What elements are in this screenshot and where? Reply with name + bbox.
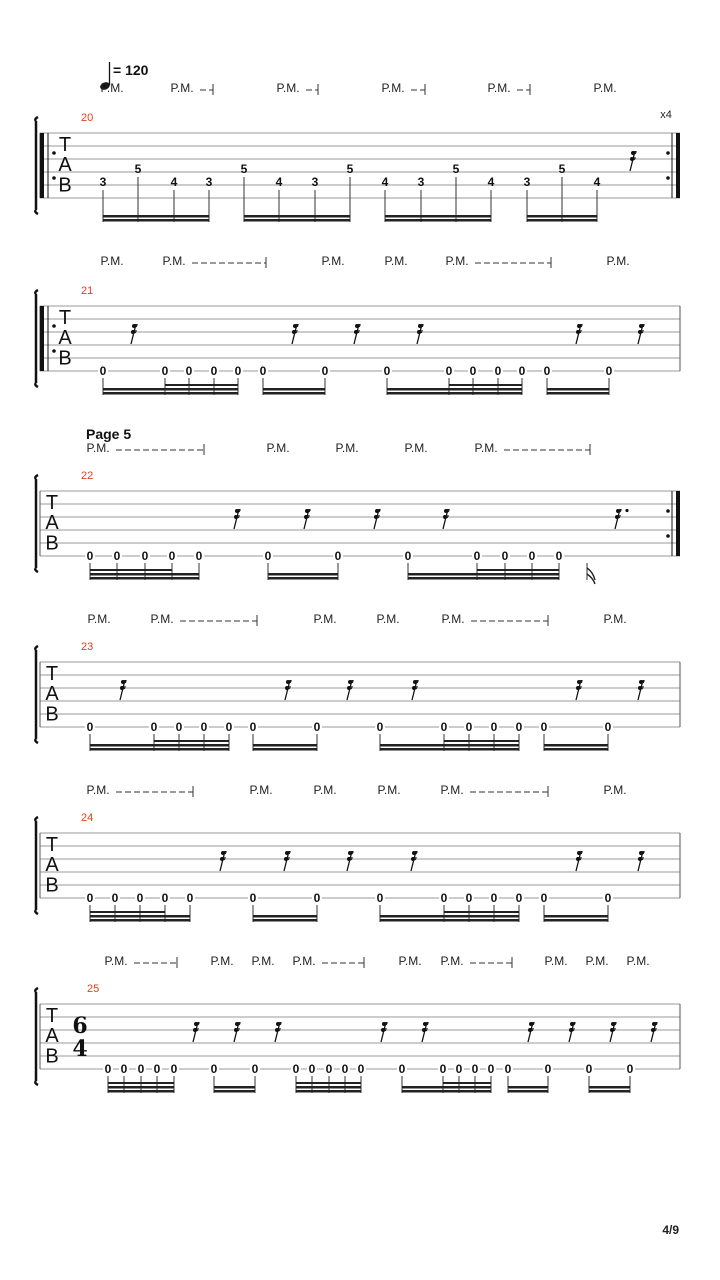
system-bracket: [35, 646, 38, 743]
beam: [544, 744, 608, 747]
palm-mute-label: P.M.: [603, 612, 627, 626]
beam: [402, 1086, 491, 1089]
beam-secondary: [165, 384, 238, 386]
fret-number: 4: [275, 175, 283, 189]
palm-mute-label: P.M.: [398, 954, 422, 968]
sixteenth-rest-icon: [417, 324, 423, 344]
beam: [253, 915, 317, 918]
beam: [387, 388, 522, 391]
palm-mute-label: P.M.: [251, 954, 275, 968]
repeat-dot: [52, 176, 56, 180]
fret-number: 0: [501, 549, 509, 563]
fret-number: 0: [357, 1062, 365, 1076]
palm-mute-label: P.M.: [335, 441, 359, 455]
sixteenth-rest-icon: [651, 1022, 657, 1042]
sixteenth-rest-icon: [576, 851, 582, 871]
fret-number: 0: [234, 364, 242, 378]
time-signature-bottom: 4: [72, 1036, 88, 1062]
sixteenth-rest-icon: [576, 324, 582, 344]
fret-number: 0: [398, 1062, 406, 1076]
sixteenth-rest-icon: [443, 509, 449, 529]
sixteenth-rest-icon: [193, 1022, 199, 1042]
sixteenth-rest-icon: [374, 509, 380, 529]
sixteenth-rest-icon: [285, 680, 291, 700]
measure-number: 24: [81, 812, 94, 824]
fret-number: 0: [249, 720, 257, 734]
beam: [589, 1090, 630, 1093]
fret-number: 0: [504, 1062, 512, 1076]
fret-number: 0: [604, 720, 612, 734]
fret-number: 0: [195, 549, 203, 563]
beam-secondary: [444, 911, 519, 913]
repeat-dot: [666, 509, 670, 513]
fret-number: 5: [558, 162, 566, 176]
sixteenth-rest-icon: [381, 1022, 387, 1042]
fret-number: 3: [311, 175, 319, 189]
fret-number: 0: [383, 364, 391, 378]
fret-number: 0: [264, 549, 272, 563]
fret-number: 0: [259, 364, 267, 378]
beam: [527, 219, 597, 222]
fret-number: 0: [585, 1062, 593, 1076]
palm-mute-label: P.M.: [210, 954, 234, 968]
fret-number: 0: [86, 549, 94, 563]
sixteenth-rest-icon: [347, 680, 353, 700]
beam: [90, 573, 199, 576]
fret-number: 0: [341, 1062, 349, 1076]
palm-mute-label: P.M.: [104, 954, 128, 968]
beam: [103, 388, 238, 391]
system-25: [35, 954, 680, 1093]
sixteenth-rest-icon: [292, 324, 298, 344]
beam: [214, 1090, 255, 1093]
tab-letter: A: [45, 854, 59, 877]
rest-dot: [625, 509, 628, 512]
tab-letter: B: [58, 347, 72, 370]
palm-mute-label: P.M.: [86, 783, 110, 797]
system-20: [35, 81, 680, 222]
beam: [544, 919, 608, 922]
beam: [263, 388, 325, 391]
palm-mute-label: P.M.: [377, 783, 401, 797]
palm-mute-label: P.M.: [249, 783, 273, 797]
fret-number: 4: [381, 175, 389, 189]
beam: [296, 1086, 361, 1089]
beam-secondary: [449, 384, 522, 386]
fret-number: 3: [523, 175, 531, 189]
fret-number: 0: [626, 1062, 634, 1076]
palm-mute-label: P.M.: [487, 81, 511, 95]
sixteenth-rest-icon: [304, 509, 310, 529]
fret-number: 0: [543, 364, 551, 378]
palm-mute-label: P.M.: [321, 254, 345, 268]
palm-mute-label: P.M.: [162, 254, 186, 268]
beam: [387, 392, 522, 395]
fret-number: 0: [175, 720, 183, 734]
tab-letter: T: [45, 663, 59, 685]
fret-number: 0: [555, 549, 563, 563]
palm-mute-label: P.M.: [440, 954, 464, 968]
fret-number: 0: [210, 1062, 218, 1076]
palm-mute-label: P.M.: [100, 254, 124, 268]
fret-number: 3: [205, 175, 213, 189]
fret-number: 0: [249, 891, 257, 905]
sixteenth-rest-icon: [615, 509, 621, 529]
fret-number: 0: [153, 1062, 161, 1076]
repeat-count: x4: [660, 109, 672, 121]
beam: [90, 748, 229, 751]
beam: [268, 577, 338, 580]
palm-mute-label: P.M.: [384, 254, 408, 268]
tab-letter: A: [45, 512, 59, 535]
tab-letter: A: [58, 327, 72, 350]
sixteenth-rest-icon: [610, 1022, 616, 1042]
fret-number: 0: [440, 720, 448, 734]
palm-mute-label: P.M.: [100, 81, 124, 95]
beam: [547, 388, 609, 391]
tab-letter: T: [45, 1005, 59, 1027]
palm-mute-label: P.M.: [313, 612, 337, 626]
system-bracket: [35, 290, 38, 387]
sixteenth-rest-icon: [275, 1022, 281, 1042]
fret-number: 0: [86, 891, 94, 905]
system-24: [35, 783, 680, 922]
measure-number: 25: [87, 983, 100, 995]
note-flag-icon: [587, 568, 595, 584]
fret-number: 3: [417, 175, 425, 189]
system-bracket: [35, 117, 38, 214]
beam: [544, 748, 608, 751]
beam-secondary: [108, 1082, 174, 1084]
beam: [103, 215, 209, 218]
palm-mute-label: P.M.: [87, 612, 111, 626]
fret-number: 0: [170, 1062, 178, 1076]
repeat-dot: [52, 349, 56, 353]
beam: [253, 919, 317, 922]
fret-number: 0: [540, 720, 548, 734]
beam: [508, 1086, 548, 1089]
beam: [253, 748, 317, 751]
tab-letter: T: [45, 834, 59, 856]
fret-number: 0: [141, 549, 149, 563]
sixteenth-rest-icon: [576, 680, 582, 700]
tab-letter: B: [45, 532, 59, 555]
fret-number: 0: [518, 364, 526, 378]
fret-number: 0: [515, 720, 523, 734]
palm-mute-label: P.M.: [376, 612, 400, 626]
sixteenth-rest-icon: [354, 324, 360, 344]
palm-mute-label: P.M.: [474, 441, 498, 455]
fret-number: 0: [104, 1062, 112, 1076]
fret-number: 0: [210, 364, 218, 378]
palm-mute-label: P.M.: [606, 254, 630, 268]
fret-number: 0: [455, 1062, 463, 1076]
fret-number: 0: [150, 720, 158, 734]
fret-number: 5: [240, 162, 248, 176]
palm-mute-label: P.M.: [585, 954, 609, 968]
fret-number: 0: [404, 549, 412, 563]
systems: [35, 81, 680, 1093]
palm-mute-label: P.M.: [626, 954, 650, 968]
time-signature-top: 6: [72, 1013, 88, 1039]
beam: [408, 573, 559, 576]
tab-letter: T: [58, 134, 72, 156]
fret-number: 0: [225, 720, 233, 734]
beam: [268, 573, 338, 576]
beam: [214, 1086, 255, 1089]
fret-number: 4: [593, 175, 601, 189]
beam: [244, 219, 350, 222]
palm-mute-label: P.M.: [150, 612, 174, 626]
beam: [380, 915, 519, 918]
fret-number: 0: [605, 364, 613, 378]
fret-number: 0: [161, 891, 169, 905]
beam: [508, 1090, 548, 1093]
fret-number: 4: [487, 175, 495, 189]
beam: [544, 915, 608, 918]
palm-mute-label: P.M.: [381, 81, 405, 95]
beam: [380, 748, 519, 751]
fret-number: 4: [170, 175, 178, 189]
tempo-label: = 120: [113, 62, 149, 78]
sixteenth-rest-icon: [412, 680, 418, 700]
beam-secondary: [444, 740, 519, 742]
fret-number: 0: [376, 891, 384, 905]
fret-number: 0: [515, 891, 523, 905]
beam-secondary: [154, 740, 229, 742]
beam: [263, 392, 325, 395]
measure-number: 22: [81, 470, 94, 482]
fret-number: 0: [465, 720, 473, 734]
fret-number: 0: [251, 1062, 259, 1076]
system-bracket: [35, 817, 38, 914]
sixteenth-rest-icon: [422, 1022, 428, 1042]
fret-number: 0: [471, 1062, 479, 1076]
sixteenth-rest-icon: [347, 851, 353, 871]
system-21: [35, 254, 680, 395]
tab-letter: A: [45, 683, 59, 706]
beam-secondary: [477, 569, 559, 571]
sixteenth-rest-icon: [220, 851, 226, 871]
palm-mute-label: P.M.: [266, 441, 290, 455]
measure-number: 20: [81, 112, 94, 124]
sixteenth-rest-icon: [630, 151, 636, 171]
tab-letter: T: [45, 492, 59, 514]
palm-mute-label: P.M.: [313, 783, 337, 797]
beam: [380, 744, 519, 747]
fret-number: 0: [440, 891, 448, 905]
fret-number: 0: [313, 891, 321, 905]
fret-number: 0: [313, 720, 321, 734]
page-label: Page 5: [86, 426, 132, 442]
fret-number: 0: [604, 891, 612, 905]
palm-mute-label: P.M.: [86, 441, 110, 455]
beam: [108, 1086, 174, 1089]
beam: [547, 392, 609, 395]
sixteenth-rest-icon: [638, 680, 644, 700]
fret-number: 0: [494, 364, 502, 378]
beam: [90, 919, 190, 922]
fret-number: 0: [325, 1062, 333, 1076]
system-bracket: [35, 988, 38, 1085]
repeat-dot: [666, 534, 670, 538]
beam-secondary: [90, 569, 172, 571]
beam: [589, 1086, 630, 1089]
beam: [244, 215, 350, 218]
palm-mute-label: P.M.: [440, 783, 464, 797]
fret-number: 0: [528, 549, 536, 563]
fret-number: 0: [186, 891, 194, 905]
palm-mute-label: P.M.: [603, 783, 627, 797]
fret-number: 0: [292, 1062, 300, 1076]
fret-number: 0: [120, 1062, 128, 1076]
tab-letter: A: [58, 154, 72, 177]
beam: [103, 392, 238, 395]
beam: [296, 1090, 361, 1093]
fret-number: 0: [490, 891, 498, 905]
repeat-dot: [52, 151, 56, 155]
tab-letter: T: [58, 307, 72, 329]
fret-number: 0: [168, 549, 176, 563]
tab-letter: A: [45, 1025, 59, 1048]
measure-number: 23: [81, 641, 94, 653]
beam: [90, 744, 229, 747]
fret-number: 5: [346, 162, 354, 176]
fret-number: 0: [185, 364, 193, 378]
fret-number: 0: [136, 891, 144, 905]
sixteenth-rest-icon: [120, 680, 126, 700]
sixteenth-rest-icon: [638, 851, 644, 871]
repeat-dot: [666, 176, 670, 180]
beam-secondary: [443, 1082, 491, 1084]
beam: [408, 577, 559, 580]
fret-number: 0: [86, 720, 94, 734]
beam: [385, 215, 491, 218]
fret-number: 5: [134, 162, 142, 176]
beam-secondary: [90, 911, 165, 913]
system-22: [35, 441, 680, 584]
palm-mute-label: P.M.: [170, 81, 194, 95]
beam: [253, 744, 317, 747]
repeat-dot: [666, 151, 670, 155]
fret-number: 0: [113, 549, 121, 563]
sixteenth-rest-icon: [528, 1022, 534, 1042]
page-number: 4/9: [662, 1223, 679, 1237]
fret-number: 0: [321, 364, 329, 378]
sixteenth-rest-icon: [411, 851, 417, 871]
fret-number: 0: [137, 1062, 145, 1076]
palm-mute-label: P.M.: [292, 954, 316, 968]
fret-number: 5: [452, 162, 460, 176]
fret-number: 0: [540, 891, 548, 905]
fret-number: 0: [439, 1062, 447, 1076]
tab-letter: B: [45, 874, 59, 897]
fret-number: 0: [490, 720, 498, 734]
beam: [108, 1090, 174, 1093]
fret-number: 0: [334, 549, 342, 563]
fret-number: 0: [161, 364, 169, 378]
tab-letter: B: [45, 703, 59, 726]
fret-number: 0: [469, 364, 477, 378]
sixteenth-rest-icon: [638, 324, 644, 344]
palm-mute-label: P.M.: [445, 254, 469, 268]
beam: [90, 577, 199, 580]
fret-number: 0: [200, 720, 208, 734]
palm-mute-label: P.M.: [404, 441, 428, 455]
tab-letter: B: [45, 1045, 59, 1068]
system-bracket: [35, 475, 38, 572]
sixteenth-rest-icon: [234, 509, 240, 529]
fret-number: 0: [465, 891, 473, 905]
tab-letter: B: [58, 174, 72, 197]
fret-number: 0: [376, 720, 384, 734]
sixteenth-rest-icon: [284, 851, 290, 871]
repeat-dot: [52, 324, 56, 328]
beam-secondary: [296, 1082, 361, 1084]
sixteenth-rest-icon: [234, 1022, 240, 1042]
beam: [103, 219, 209, 222]
sixteenth-rest-icon: [569, 1022, 575, 1042]
fret-number: 0: [544, 1062, 552, 1076]
fret-number: 0: [487, 1062, 495, 1076]
beam: [527, 215, 597, 218]
system-23: [35, 612, 680, 751]
palm-mute-label: P.M.: [593, 81, 617, 95]
beam: [385, 219, 491, 222]
palm-mute-label: P.M.: [441, 612, 465, 626]
fret-number: 0: [445, 364, 453, 378]
beam: [402, 1090, 491, 1093]
fret-number: 3: [99, 175, 107, 189]
palm-mute-label: P.M.: [544, 954, 568, 968]
measure-number: 21: [81, 285, 94, 297]
beam: [90, 915, 190, 918]
beam: [380, 919, 519, 922]
palm-mute-label: P.M.: [276, 81, 300, 95]
fret-number: 0: [308, 1062, 316, 1076]
fret-number: 0: [111, 891, 119, 905]
sixteenth-rest-icon: [131, 324, 137, 344]
fret-number: 0: [99, 364, 107, 378]
fret-number: 0: [473, 549, 481, 563]
